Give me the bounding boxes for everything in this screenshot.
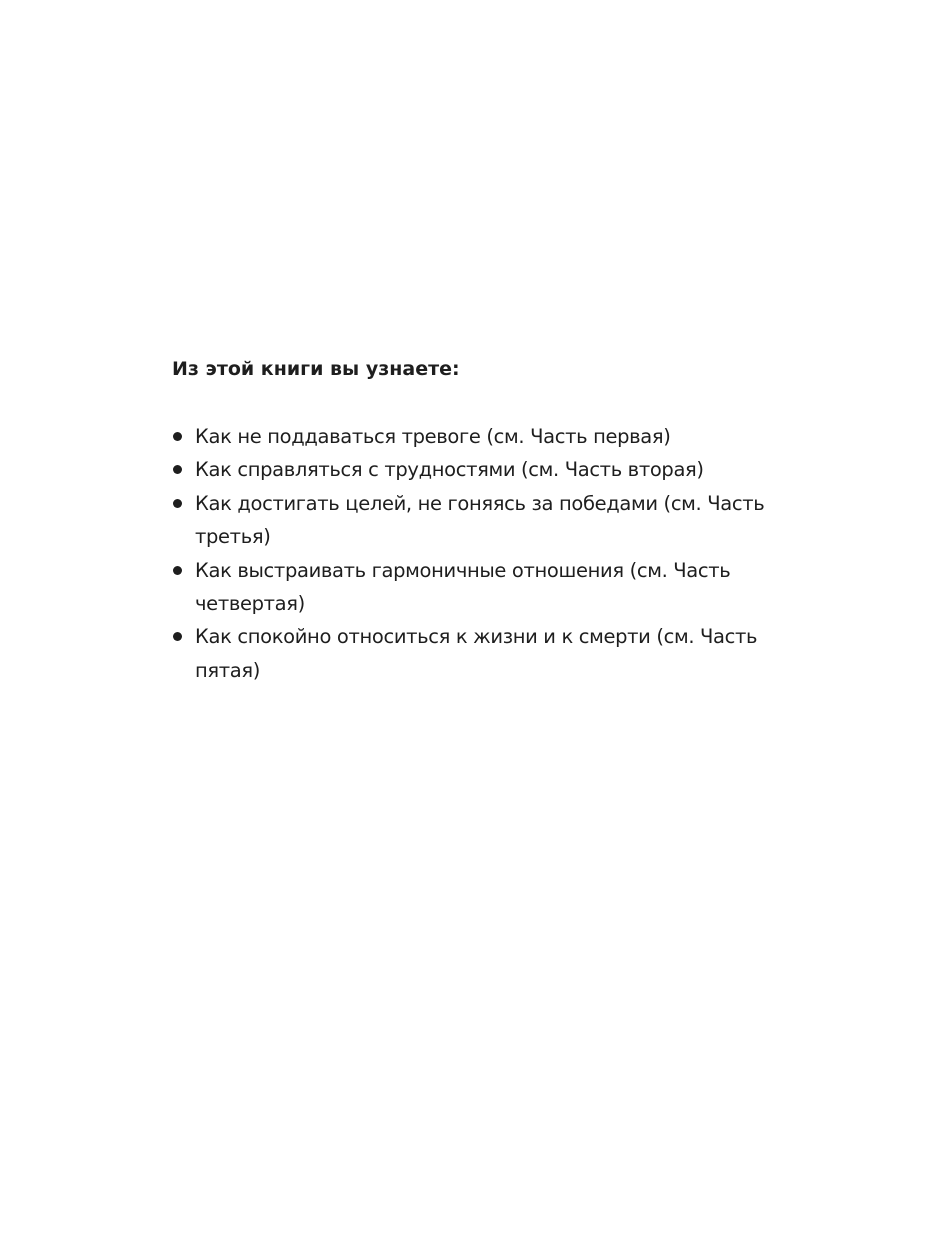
bullet-icon (173, 566, 182, 575)
bullet-icon (173, 432, 182, 441)
section-heading: Из этой книги вы узнаете: (172, 358, 460, 380)
topics-list (172, 420, 772, 687)
list-item (172, 554, 772, 621)
list-item-text: Как справляться с трудностями (см. Часть вторая) (195, 458, 704, 482)
bullet-icon (173, 632, 182, 641)
list-item-text: Как достигать целей, не гоняясь за победами (см. Часть третья) (195, 491, 765, 549)
bullet-icon (173, 465, 182, 474)
list-item (172, 420, 772, 453)
list-item (172, 487, 772, 554)
list-item-text: Как спокойно относиться к жизни и к смерти (см. Часть пятая) (195, 625, 758, 682)
page-content (172, 354, 772, 687)
list-item (172, 453, 772, 486)
bullet-icon (173, 499, 182, 508)
list-item (172, 620, 772, 687)
list-item-text: Как не поддаваться тревоге (см. Часть первая) (195, 425, 671, 448)
list-item-text: Как выстраивать гармоничные отношения (см. Часть четвертая) (195, 558, 731, 616)
